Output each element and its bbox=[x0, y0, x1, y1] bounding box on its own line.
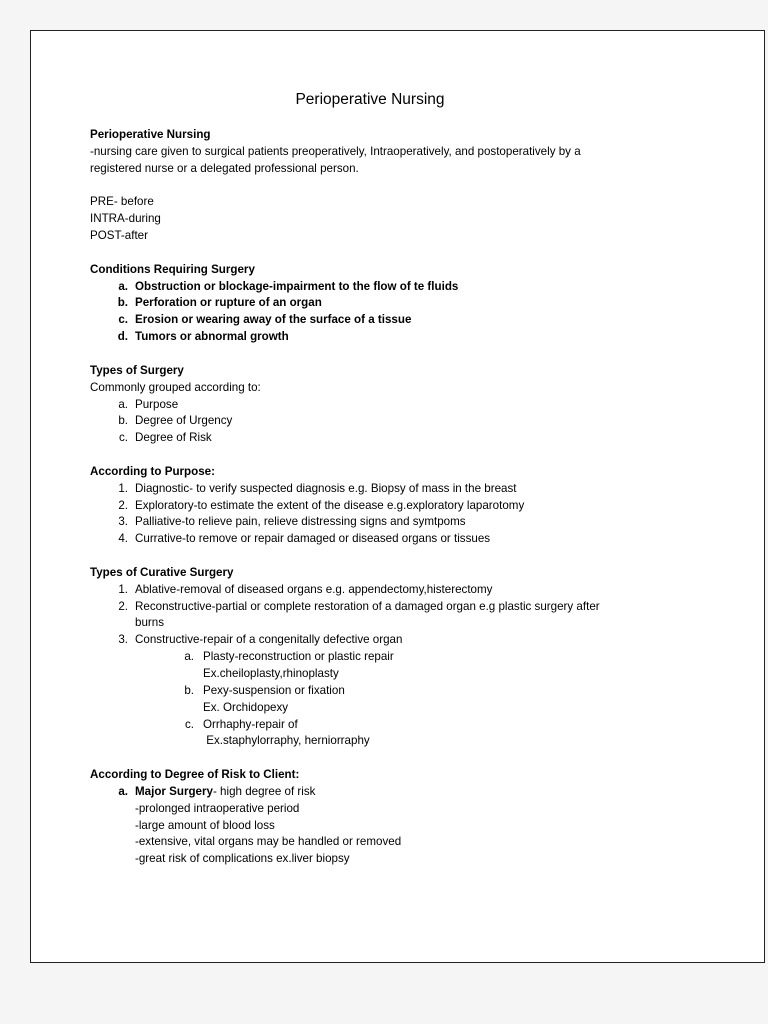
sub-list-example: Ex. Orchidopexy bbox=[203, 700, 289, 714]
list-marker: a. bbox=[184, 650, 194, 664]
list-marker: a. bbox=[118, 397, 128, 411]
list-marker: c. bbox=[118, 313, 128, 327]
list-text: Purpose bbox=[135, 397, 179, 411]
list-item bbox=[90, 531, 650, 548]
prefix-post: POST-after bbox=[90, 229, 148, 243]
list-item bbox=[90, 430, 650, 447]
list-marker: d. bbox=[117, 330, 128, 344]
definition-line-1: -nursing care given to surgical patients preoperatively, Intraoperatively, and postoperatively by a bbox=[90, 144, 581, 158]
list-item bbox=[90, 413, 650, 430]
sub-list-example: Ex.staphylorraphy, herniorraphy bbox=[203, 734, 370, 748]
major-surgery-desc: - high degree of risk bbox=[212, 784, 316, 798]
list-item bbox=[90, 329, 650, 346]
list-marker: 3. bbox=[118, 515, 128, 529]
list-marker: b. bbox=[184, 683, 194, 697]
list-text: Diagnostic- to verify suspected diagnosis e.g. Biopsy of mass in the breast bbox=[135, 481, 517, 495]
list-marker: 4. bbox=[118, 532, 128, 546]
list-text: Degree of Risk bbox=[135, 431, 212, 445]
risk-heading: According to Degree of Risk to Client: bbox=[90, 768, 300, 782]
sub-list-item bbox=[90, 649, 650, 666]
list-item bbox=[90, 632, 650, 649]
list-text: Palliative-to relieve pain, relieve distressing signs and symtpoms bbox=[135, 515, 466, 529]
definition-line-2: registered nurse or a delegated professional person. bbox=[90, 161, 359, 175]
list-marker: b. bbox=[117, 296, 128, 310]
prefix-intra: INTRA-during bbox=[90, 212, 161, 226]
document-title: Perioperative Nursing bbox=[295, 91, 445, 108]
list-item bbox=[90, 599, 650, 616]
major-surgery-detail: -great risk of complications ex.liver biopsy bbox=[135, 852, 350, 866]
list-text: Orrhaphy-repair of bbox=[203, 717, 298, 731]
types-heading: Types of Surgery bbox=[90, 363, 184, 377]
major-surgery-detail: -extensive, vital organs may be handled or removed bbox=[135, 835, 402, 849]
list-item bbox=[90, 312, 650, 329]
list-text: Obstruction or blockage-impairment to the flow of te fluids bbox=[135, 279, 459, 293]
conditions-heading: Conditions Requiring Surgery bbox=[90, 262, 255, 276]
list-item bbox=[90, 514, 650, 531]
sub-list-item bbox=[90, 683, 650, 700]
document-page bbox=[30, 30, 765, 963]
document-content bbox=[90, 90, 650, 868]
list-marker: 1. bbox=[118, 582, 128, 596]
list-marker: 3. bbox=[118, 633, 128, 647]
list-text: Tumors or abnormal growth bbox=[135, 330, 289, 344]
list-marker: 1. bbox=[118, 481, 128, 495]
list-item bbox=[90, 279, 650, 296]
list-marker: c. bbox=[118, 431, 128, 445]
major-surgery-detail: -prolonged intraoperative period bbox=[135, 801, 300, 815]
curative-heading: Types of Curative Surgery bbox=[90, 565, 234, 579]
list-text: Plasty-reconstruction or plastic repair bbox=[203, 650, 394, 664]
list-text: Erosion or wearing away of the surface of a tissue bbox=[135, 313, 412, 327]
list-item bbox=[90, 481, 650, 498]
list-text: Degree of Urgency bbox=[135, 414, 233, 428]
list-text-continuation: burns bbox=[135, 616, 165, 630]
list-item bbox=[90, 582, 650, 599]
list-marker: c. bbox=[184, 717, 194, 731]
list-text: Pexy-suspension or fixation bbox=[203, 683, 345, 697]
list-text: Ablative-removal of diseased organs e.g. appendectomy,histerectomy bbox=[135, 582, 493, 596]
sub-list-example: Ex.cheiloplasty,rhinoplasty bbox=[203, 667, 339, 680]
types-intro: Commonly grouped according to: bbox=[90, 380, 261, 394]
list-text: Constructive-repair of a congenitally defective organ bbox=[135, 633, 403, 647]
list-text: Currative-to remove or repair damaged or diseased organs or tissues bbox=[135, 532, 491, 546]
list-text: Perforation or rupture of an organ bbox=[135, 296, 322, 310]
prefix-pre: PRE- before bbox=[90, 195, 154, 209]
list-text: Reconstructive-partial or complete restoration of a damaged organ e.g plastic surgery after bbox=[135, 599, 600, 613]
list-item bbox=[90, 784, 650, 801]
list-item bbox=[90, 397, 650, 414]
major-surgery-label: Major Surgery bbox=[135, 784, 213, 798]
list-marker: b. bbox=[118, 414, 128, 428]
list-marker: a. bbox=[118, 784, 128, 798]
list-marker: 2. bbox=[118, 599, 128, 613]
list-marker: 2. bbox=[118, 498, 128, 512]
list-item bbox=[90, 498, 650, 515]
sub-list-item bbox=[90, 717, 650, 734]
list-marker: a. bbox=[118, 279, 128, 293]
list-item bbox=[90, 295, 650, 312]
list-text: Exploratory-to estimate the extent of the disease e.g.exploratory laparotomy bbox=[135, 498, 525, 512]
purpose-heading: According to Purpose: bbox=[90, 464, 215, 478]
definition-heading: Perioperative Nursing bbox=[90, 128, 211, 141]
major-surgery-detail: -large amount of blood loss bbox=[135, 818, 275, 832]
